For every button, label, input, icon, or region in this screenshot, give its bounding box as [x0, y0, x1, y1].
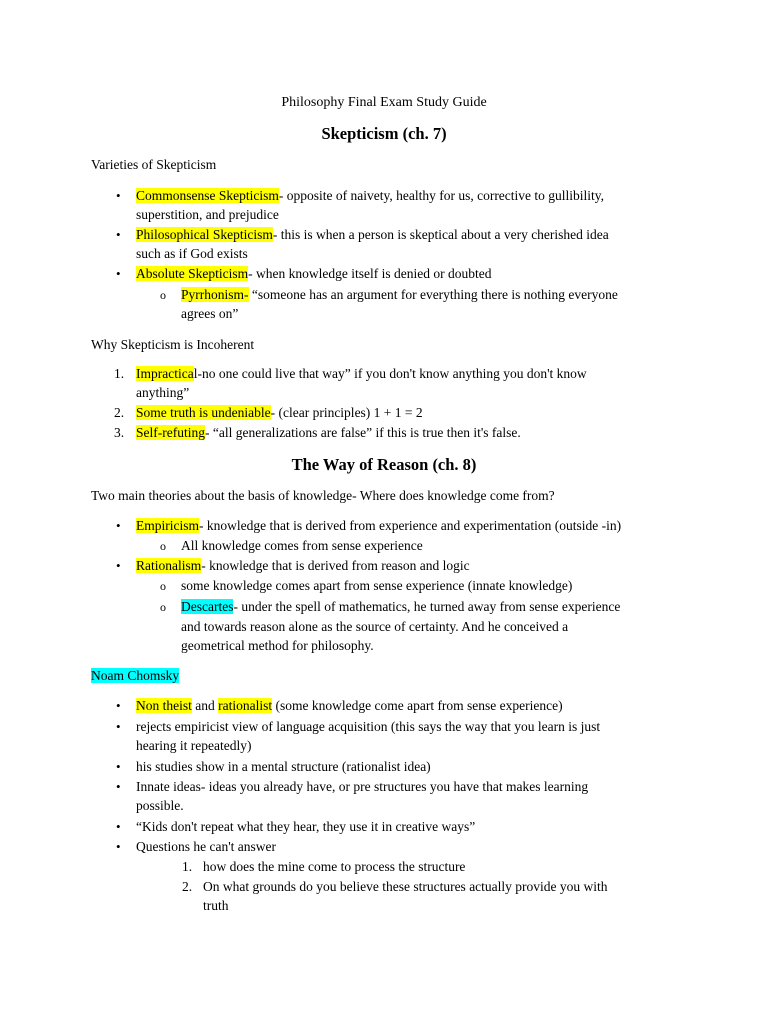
numbered-item-question-2: On what grounds do you believe these structures actually provide you with: [203, 879, 608, 894]
bullet-icon: •: [116, 779, 121, 794]
bullet-icon: •: [116, 719, 121, 734]
sub-item-continuation: agrees on”: [181, 306, 239, 321]
highlight-term: Empiricism: [136, 518, 199, 533]
list-number: 1.: [114, 366, 125, 381]
sub-item-pyrrhonism: [181, 286, 618, 304]
numbered-item-continuation: anything”: [136, 385, 190, 400]
item-text: l-no one could live that way” if you don't know anything you don't know: [193, 366, 587, 381]
list-item-continuation: such as if God exists: [136, 246, 248, 261]
section-heading-chomsky: [91, 667, 179, 685]
item-text: - knowledge that is derived from reason and logic: [201, 558, 470, 573]
bullet-icon: •: [116, 518, 121, 533]
sub-item-sense-experience: All knowledge comes from sense experience: [181, 538, 423, 553]
highlight-term: Absolute Skepticism: [136, 266, 249, 281]
item-text: “someone has an argument for everything there is nothing everyone: [248, 287, 618, 302]
bullet-icon: •: [116, 698, 121, 713]
item-text: and: [191, 698, 219, 713]
highlight-term: Some truth is undeniable: [136, 405, 271, 420]
numbered-item-continuation: truth: [203, 898, 229, 913]
list-item-empiricism: [136, 517, 621, 535]
sub-bullet-icon: o: [160, 288, 166, 302]
list-item-absolute: [136, 265, 491, 283]
list-item-mental-structure: his studies show in a mental structure (rationalist idea): [136, 759, 431, 774]
list-number: 1.: [182, 859, 193, 874]
highlight-term: Philosophical Skepticism: [136, 227, 273, 242]
numbered-item-impractical: [136, 365, 587, 383]
highlight-term: Noam Chomsky: [91, 668, 180, 683]
list-item-kids-quote: “Kids don't repeat what they hear, they use it in creative ways”: [136, 819, 476, 834]
list-number: 2.: [182, 879, 193, 894]
why-incoherent-intro: Why Skepticism is Incoherent: [91, 337, 255, 352]
bullet-icon: •: [116, 759, 121, 774]
section-heading-way-of-reason: The Way of Reason (ch. 8): [291, 455, 477, 474]
bullet-icon: •: [116, 819, 121, 834]
list-item-philosophical: [136, 226, 609, 244]
document-title: Philosophy Final Exam Study Guide: [281, 95, 487, 110]
bullet-icon: •: [116, 839, 121, 854]
item-text: - (clear principles) 1 + 1 = 2: [270, 405, 423, 420]
list-item-commonsense: [136, 187, 604, 205]
highlight-term: Impractica: [136, 366, 194, 381]
numbered-item-self-refuting: [136, 424, 521, 442]
numbered-item-question-1: how does the mine come to process the structure: [203, 859, 466, 874]
item-text: - opposite of naivety, healthy for us, corrective to gullibility,: [278, 188, 605, 203]
list-item-rejects-empiricist: rejects empiricist view of language acquisition (this says the way that you learn is just: [136, 719, 601, 734]
list-item-non-theist: [136, 697, 563, 715]
item-text: - when knowledge itself is denied or doubted: [248, 266, 492, 281]
sub-item-continuation: and towards reason alone as the source of certainty. And he conceived a: [181, 619, 569, 634]
highlight-term: Rationalism: [136, 558, 202, 573]
highlight-term: Pyrrhonism-: [181, 287, 249, 302]
sub-item-innate: some knowledge comes apart from sense experience (innate knowledge): [181, 578, 573, 593]
highlight-term: rationalist: [218, 698, 273, 713]
list-item-rationalism: [136, 557, 470, 575]
list-item-questions: Questions he can't answer: [136, 839, 277, 854]
theories-intro: Two main theories about the basis of knowledge- Where does knowledge come from?: [91, 488, 555, 503]
bullet-icon: •: [116, 188, 121, 203]
sub-bullet-icon: o: [160, 539, 166, 553]
bullet-icon: •: [116, 266, 121, 281]
highlight-term: Non theist: [136, 698, 192, 713]
list-item-continuation: superstition, and prejudice: [136, 207, 279, 222]
highlight-term: Commonsense Skepticism: [136, 188, 279, 203]
sub-item-descartes: [181, 598, 620, 616]
highlight-term: Descartes: [181, 599, 234, 614]
list-item-continuation: hearing it repeatedly): [136, 738, 252, 753]
item-text: - knowledge that is derived from experience and experimentation (outside -in): [199, 518, 622, 533]
list-item-innate-ideas: Innate ideas- ideas you already have, or pre structures you have that makes learning: [136, 779, 589, 794]
item-text: - under the spell of mathematics, he turned away from sense experience: [233, 599, 621, 614]
bullet-icon: •: [116, 227, 121, 242]
item-text: - “all generalizations are false” if this is true then it's false.: [204, 425, 521, 440]
list-item-continuation: possible.: [136, 798, 184, 813]
varieties-intro: Varieties of Skepticism: [91, 157, 217, 172]
bullet-icon: •: [116, 558, 121, 573]
list-number: 2.: [114, 405, 125, 420]
item-text: (some knowledge come apart from sense experience): [272, 698, 563, 713]
section-heading-skepticism: Skepticism (ch. 7): [321, 124, 447, 143]
sub-bullet-icon: o: [160, 579, 166, 593]
item-text: - this is when a person is skeptical about a very cherished idea: [272, 227, 609, 242]
highlight-term: Self-refuting: [136, 425, 205, 440]
numbered-item-undeniable: [136, 404, 423, 422]
list-number: 3.: [114, 425, 125, 440]
sub-item-continuation: geometrical method for philosophy.: [181, 638, 374, 653]
sub-bullet-icon: o: [160, 600, 166, 614]
